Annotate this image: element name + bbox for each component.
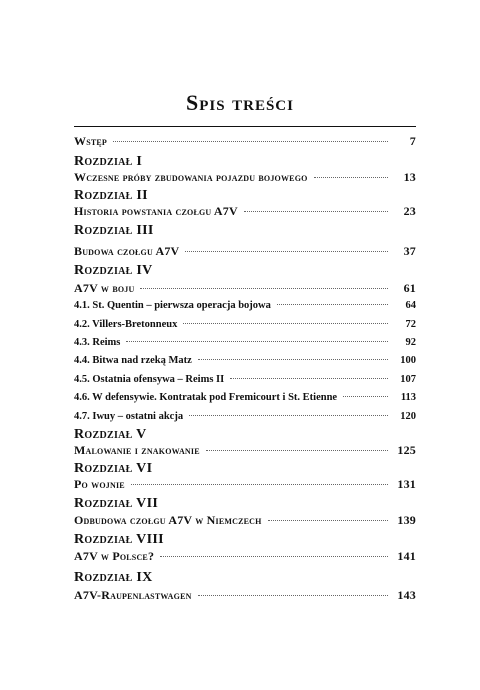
- toc-subentry[interactable]: [74, 298, 416, 314]
- page-number: 120: [400, 411, 416, 422]
- chapter-heading: Rozdział VII: [74, 496, 159, 511]
- toc-entry[interactable]: [74, 280, 416, 296]
- entry-title: 4.3. Reims: [74, 337, 121, 348]
- toc-subentry[interactable]: [74, 372, 416, 388]
- dot-leader: [126, 341, 388, 342]
- chapter-heading: Rozdział III: [74, 223, 154, 238]
- dot-leader: [268, 520, 388, 521]
- toc-subentry[interactable]: [74, 390, 416, 406]
- dot-leader: [198, 359, 388, 360]
- entry-title: A7V w boju: [74, 281, 135, 295]
- page-number: 23: [403, 204, 416, 218]
- dot-leader: [189, 415, 388, 416]
- toc-entry[interactable]: [74, 169, 416, 185]
- dot-leader: [314, 177, 388, 178]
- toc-entry[interactable]: [74, 243, 416, 259]
- page-number: 139: [397, 513, 416, 527]
- dot-leader: [198, 595, 388, 596]
- page-number: 61: [403, 281, 416, 295]
- page-number: 143: [397, 588, 416, 602]
- entry-title: A7V-Raupenlastwagen: [74, 588, 192, 602]
- page-number: 64: [405, 300, 416, 311]
- toc-entry[interactable]: [74, 203, 416, 219]
- dot-leader: [230, 378, 388, 379]
- page-number: 131: [397, 477, 416, 491]
- entry-title: Wstęp: [74, 134, 108, 148]
- page-number: 92: [405, 337, 416, 348]
- entry-title: Wczesne próby zbudowania pojazdu bojowego: [74, 170, 308, 184]
- toc-entry[interactable]: [74, 548, 416, 564]
- chapter-heading: Rozdział VI: [74, 461, 153, 476]
- entry-title: 4.6. W defensywie. Kontratak pod Fremicourt i St. Etienne: [74, 392, 338, 403]
- entry-title: Odbudowa czołgu A7V w Niemczech: [74, 513, 262, 527]
- page-number: 72: [405, 319, 416, 330]
- dot-leader: [113, 141, 388, 142]
- dot-leader: [244, 211, 388, 212]
- toc-entry[interactable]: [74, 442, 416, 458]
- entry-title: Historia powstania czołgu A7V: [74, 204, 238, 218]
- toc-subentry[interactable]: [74, 335, 416, 351]
- page-number: 125: [397, 443, 416, 457]
- toc-entry[interactable]: [74, 476, 416, 492]
- entry-title: Malowanie i znakowanie: [74, 443, 200, 457]
- dot-leader: [185, 251, 388, 252]
- page-number: 141: [397, 549, 416, 563]
- dot-leader: [343, 396, 388, 397]
- entry-title: 4.4. Bitwa nad rzeką Matz: [74, 355, 192, 366]
- entry-title: 4.5. Ostatnia ofensywa – Reims II: [74, 374, 225, 385]
- entry-title: Budowa czołgu A7V: [74, 244, 180, 258]
- toc-subentry[interactable]: [74, 409, 416, 425]
- dot-leader: [183, 323, 388, 324]
- chapter-heading: Rozdział II: [74, 188, 148, 203]
- entry-title: 4.2. Villers-Bretonneux: [74, 319, 178, 330]
- page-number: 107: [400, 374, 416, 385]
- page-number: 113: [400, 392, 416, 403]
- entry-title: Po wojnie: [74, 477, 125, 491]
- toc-subentry[interactable]: [74, 353, 416, 369]
- chapter-heading: Rozdział I: [74, 154, 143, 169]
- title-divider: [74, 126, 416, 127]
- dot-leader: [140, 288, 388, 289]
- page-number: 7: [409, 134, 416, 148]
- toc-entry[interactable]: [74, 587, 416, 603]
- page-title: Spis treści: [186, 90, 294, 115]
- toc-entry[interactable]: [74, 133, 416, 149]
- toc-subentry[interactable]: [74, 317, 416, 333]
- toc-entry[interactable]: [74, 512, 416, 528]
- entry-title: 4.1. St. Quentin – pierwsza operacja bojowa: [74, 300, 271, 311]
- chapter-heading: Rozdział VIII: [74, 532, 164, 547]
- chapter-heading: Rozdział IV: [74, 263, 153, 278]
- page-number: 37: [403, 244, 416, 258]
- chapter-heading: Rozdział V: [74, 427, 147, 442]
- dot-leader: [206, 450, 388, 451]
- chapter-heading: Rozdział IX: [74, 570, 153, 585]
- dot-leader: [277, 304, 388, 305]
- entry-title: 4.7. Iwuy – ostatni akcja: [74, 411, 184, 422]
- entry-title: A7V w Polsce?: [74, 549, 155, 563]
- dot-leader: [160, 556, 388, 557]
- page-number: 100: [400, 355, 416, 366]
- page-number: 13: [403, 170, 416, 184]
- dot-leader: [131, 484, 388, 485]
